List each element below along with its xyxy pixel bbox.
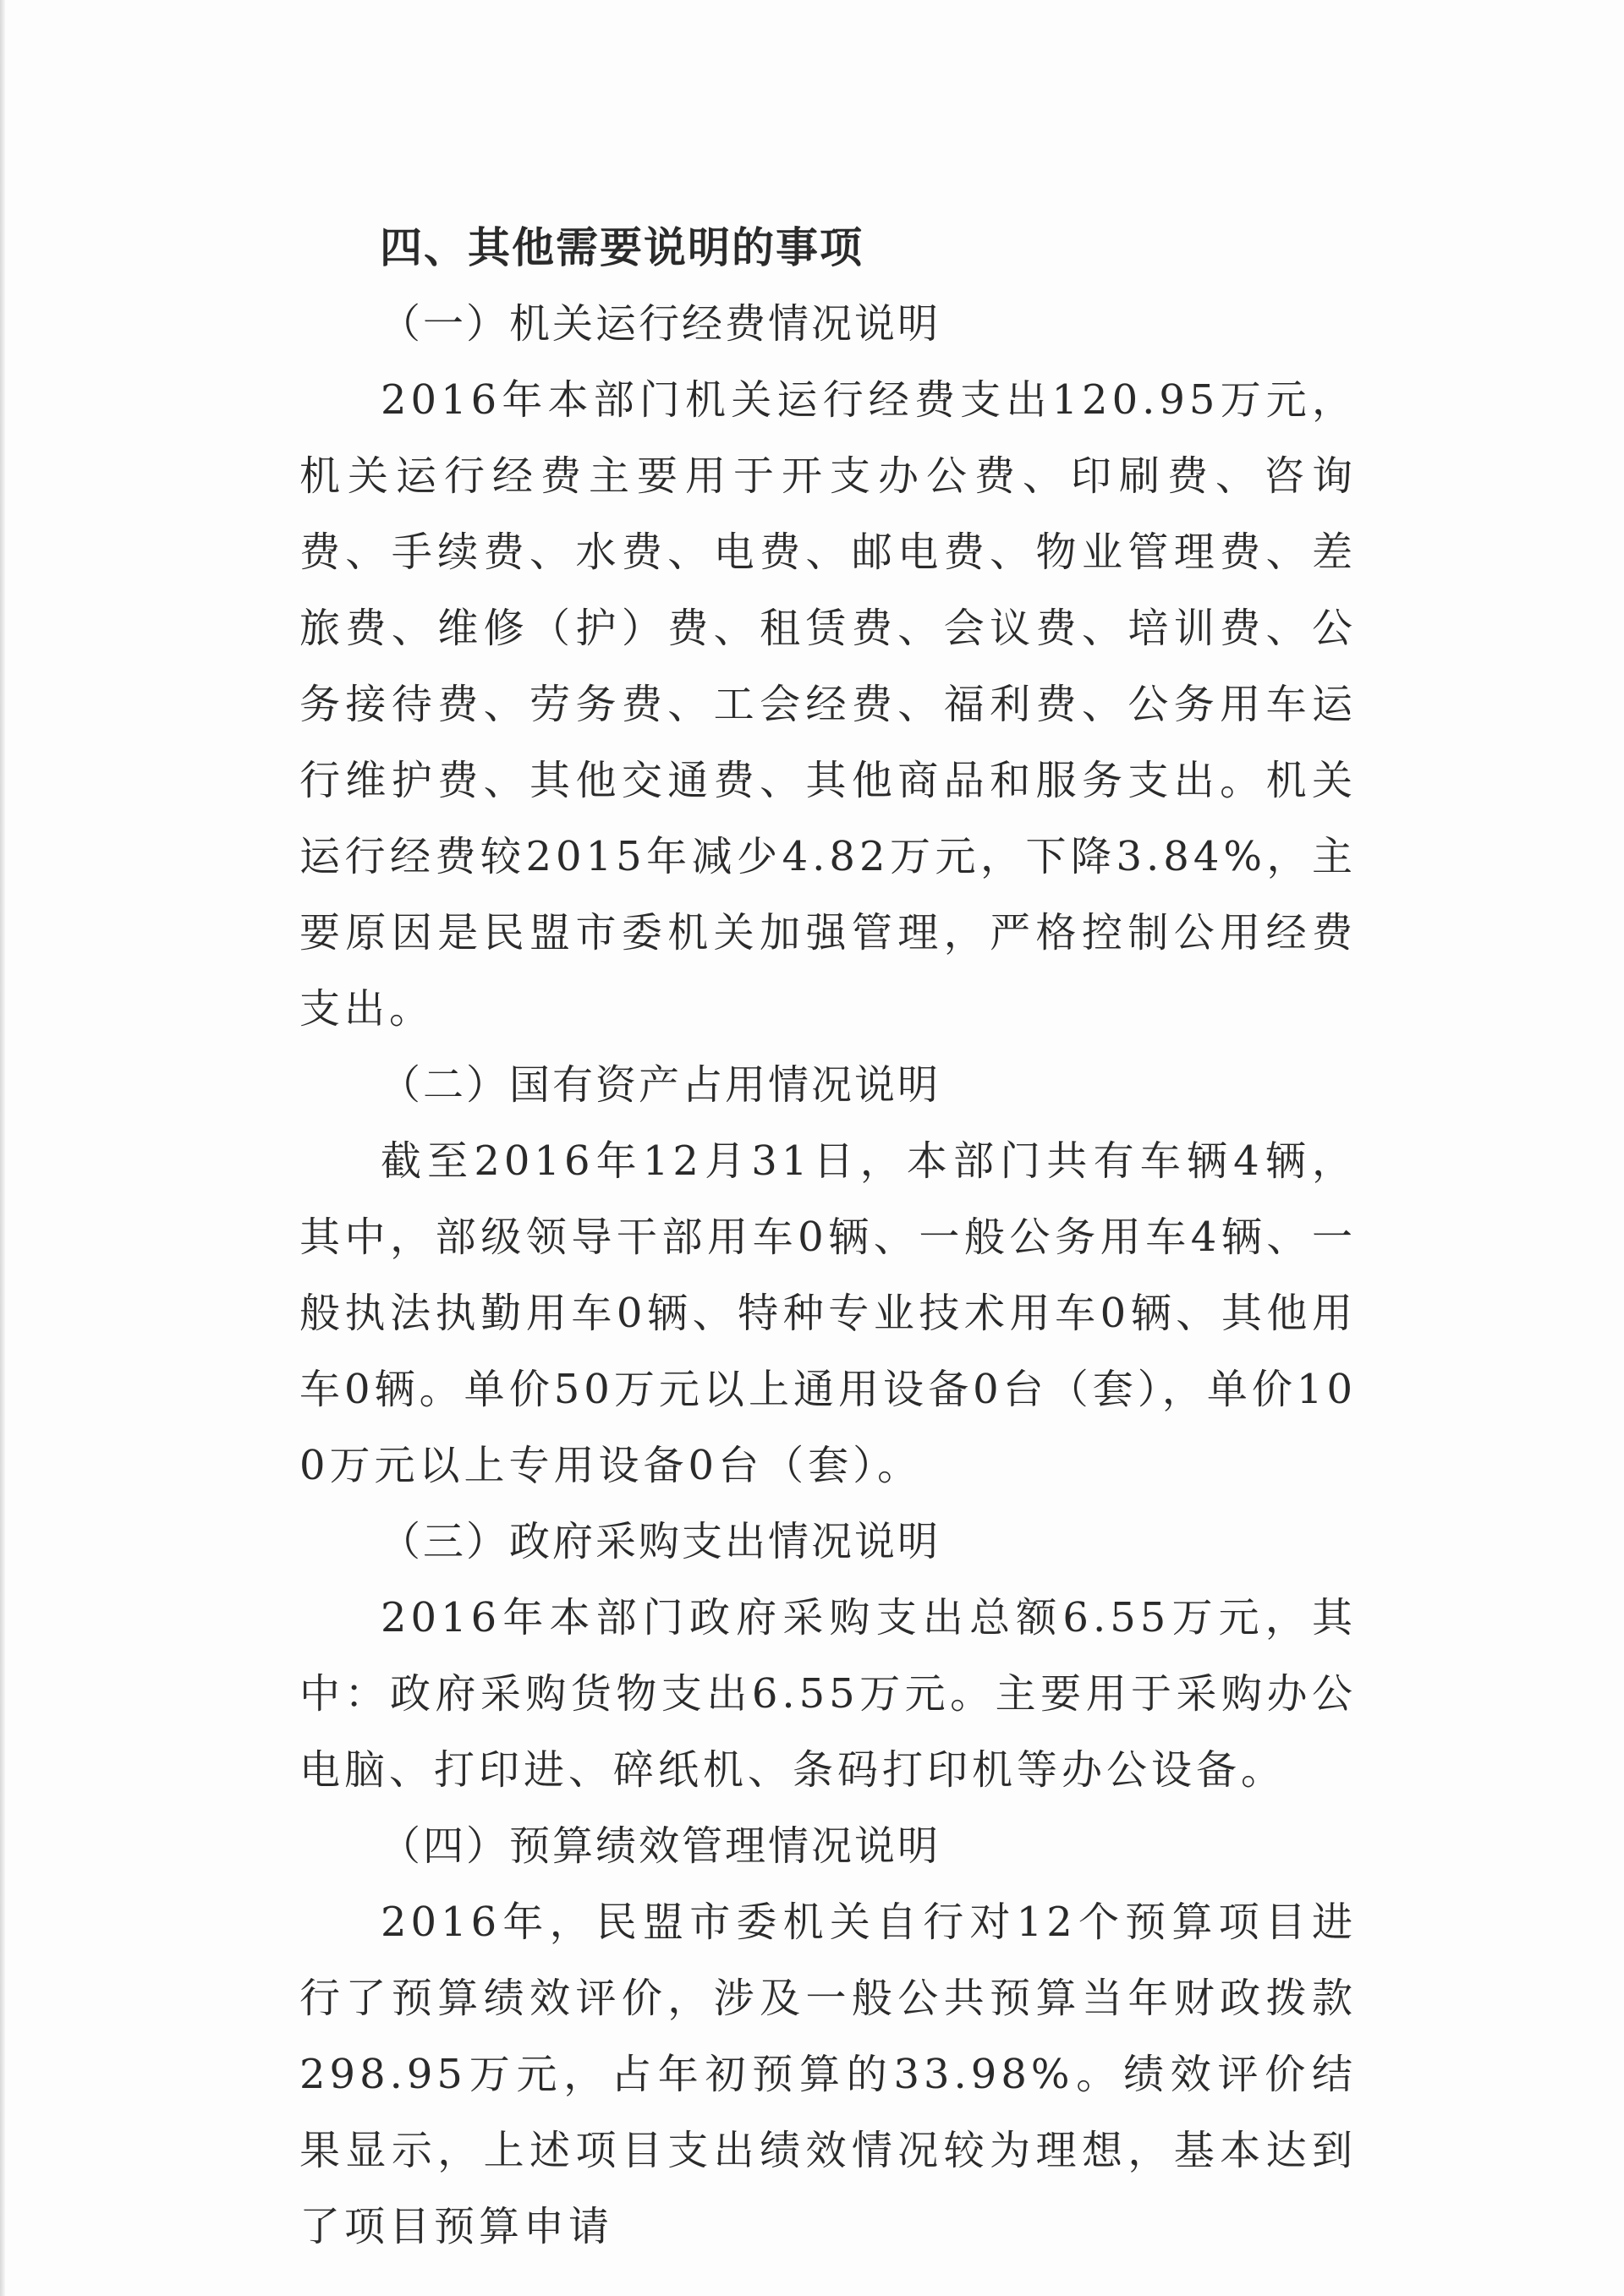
paragraph-performance: 2016年，民盟市委机关自行对12个预算项目进行了预算绩效评价，涉及一般公共预算当年财政拨款298.95万元，占年初预算的33.98%。绩效评价结果显示，上述项目支出绩效情况较为理想，基本达到了项目预算申请 — [299, 1899, 1357, 2250]
paragraph-state-assets: 截至2016年12月31日，本部门共有车辆4辆，其中，部级领导干部用车0辆、一般公务用车4辆、一般执法执勤用车0辆、特种专业技术用车0辆、其他用车0辆。单价50万元以上通用设备0台（套），单价100万元以上专用设备0台（套）。 — [299, 1137, 1357, 1489]
subsection-title-1: （一）机关运行经费情况说明 — [380, 300, 941, 348]
subsection-title-2: （二）国有资产占用情况说明 — [380, 1061, 941, 1109]
subsection-title-3: （三）政府采购支出情况说明 — [380, 1518, 941, 1565]
section-heading: 四、其他需要说明的事项 — [380, 223, 864, 272]
paragraph-operating-expenses: 2016年本部门机关运行经费支出120.95万元，机关运行经费主要用于开支办公费、印刷费、咨询费、手续费、水费、电费、邮电费、物业管理费、差旅费、维修（护）费、租赁费、会议费、培训费、公务接待费、劳务费、工会经费、福利费、公务用车运行维护费、其他交通费、其他商品和服务支出。机关运行经费较2015年减少4.82万元，下降3.84%，主要原因是民盟市委机关加强管理，严格控制公用经费支出。 — [299, 376, 1357, 1033]
subsection-title-4: （四）预算绩效管理情况说明 — [380, 1822, 941, 1870]
document-body — [299, 210, 1357, 2265]
paragraph-procurement: 2016年本部门政府采购支出总额6.55万元，其中：政府采购货物支出6.55万元。主要用于采购办公电脑、打印进、碎纸机、条码打印机等办公设备。 — [299, 1594, 1357, 1794]
scan-edge — [0, 0, 5, 2296]
